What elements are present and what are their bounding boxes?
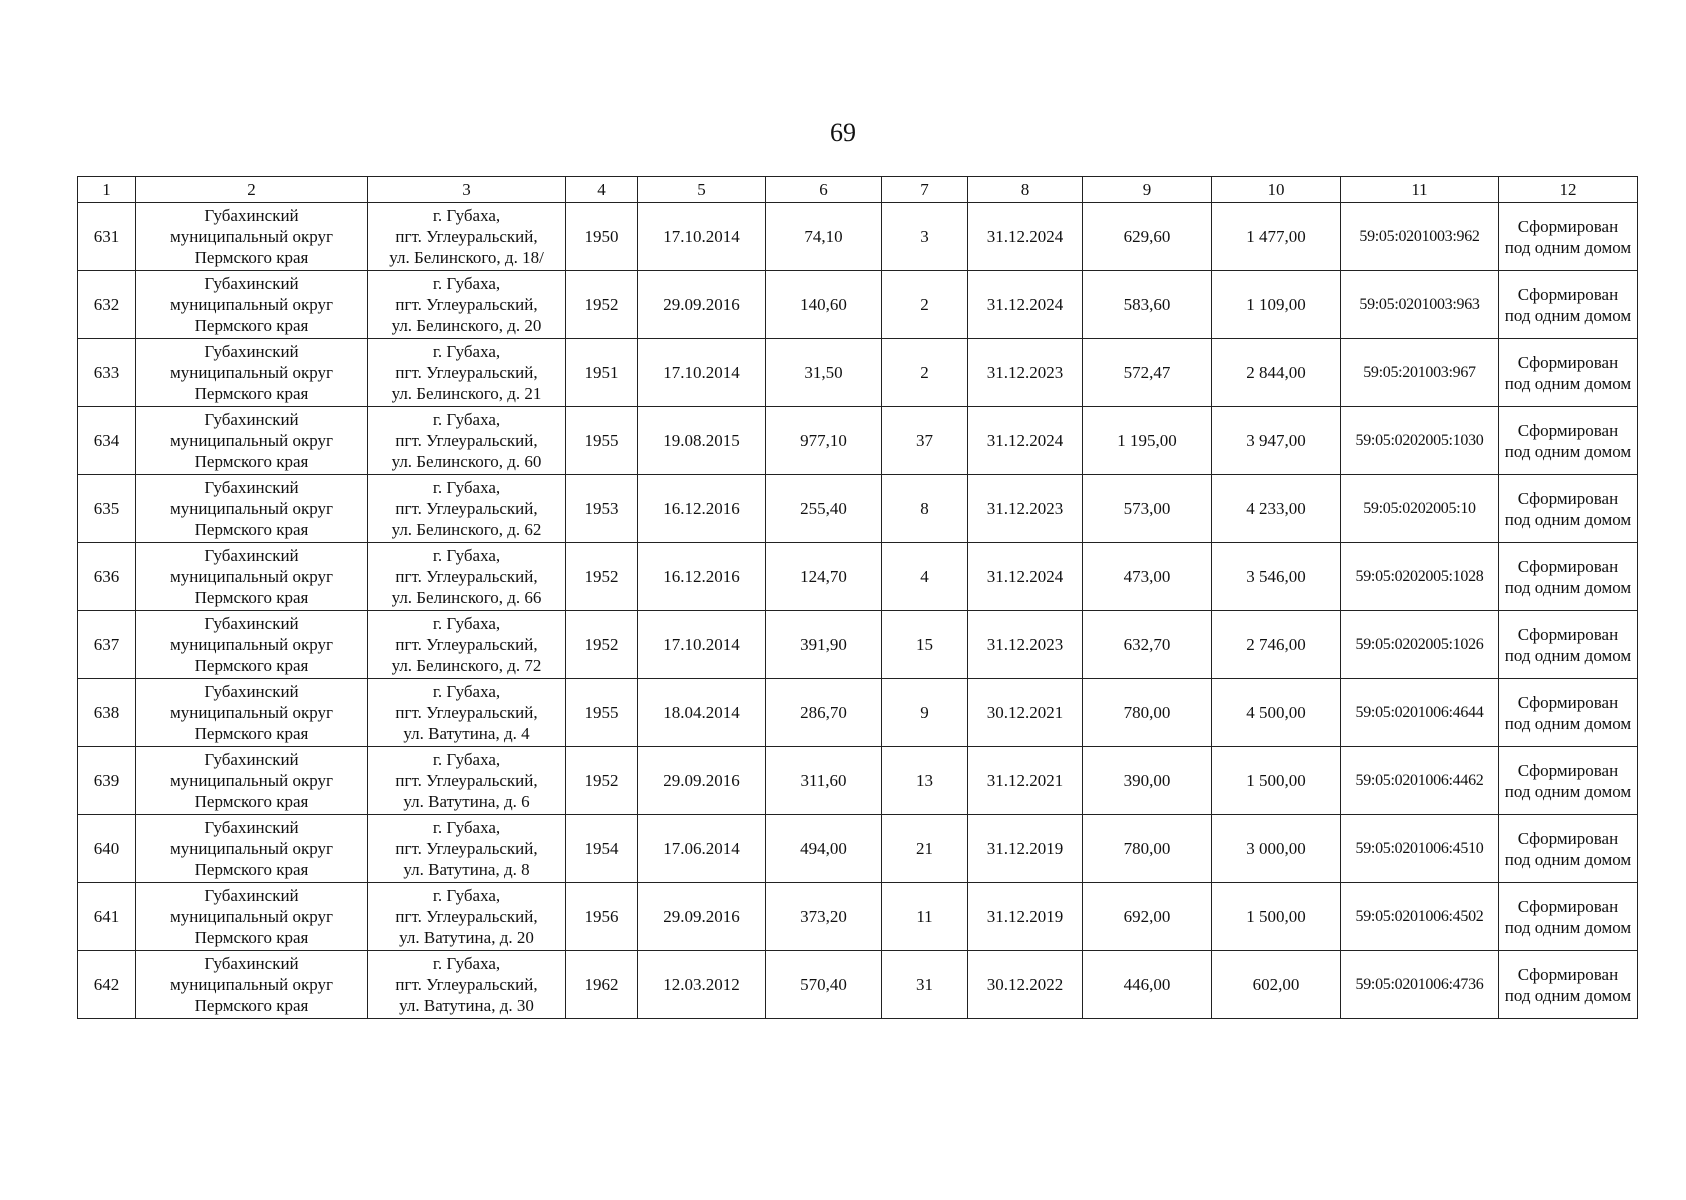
owner-cell bbox=[136, 543, 368, 611]
address-cell-line: пгт. Углеуральский, bbox=[395, 431, 538, 450]
table-row bbox=[78, 271, 1638, 339]
address-cell bbox=[368, 883, 566, 951]
address-cell-line: ул. Ватутина, д. 20 bbox=[399, 928, 534, 947]
row-number-cell: 635 bbox=[78, 475, 136, 543]
count-cell: 37 bbox=[882, 407, 968, 475]
area-cell: 373,20 bbox=[766, 883, 882, 951]
status-cell-line: под одним домом bbox=[1504, 577, 1632, 597]
cadastral-number-cell: 59:05:0201006:4510 bbox=[1341, 815, 1499, 883]
address-cell-line: пгт. Углеуральский, bbox=[395, 499, 538, 518]
column-header: 4 bbox=[566, 177, 638, 203]
status-cell-line: под одним домом bbox=[1504, 305, 1632, 325]
status-cell-line: Сформирован bbox=[1517, 556, 1619, 576]
column-9-cell: 583,60 bbox=[1083, 271, 1212, 339]
deadline-cell: 31.12.2023 bbox=[968, 611, 1083, 679]
column-9-cell: 446,00 bbox=[1083, 951, 1212, 1019]
column-header: 11 bbox=[1341, 177, 1499, 203]
owner-cell bbox=[136, 271, 368, 339]
address-cell-line: г. Губаха, bbox=[432, 886, 501, 905]
owner-cell-line: муниципальный округ bbox=[169, 907, 334, 926]
owner-cell bbox=[136, 203, 368, 271]
owner-cell-line: муниципальный округ bbox=[169, 499, 334, 518]
status-cell bbox=[1499, 407, 1638, 475]
status-cell bbox=[1499, 475, 1638, 543]
column-header: 6 bbox=[766, 177, 882, 203]
column-9-cell: 390,00 bbox=[1083, 747, 1212, 815]
column-9-cell: 572,47 bbox=[1083, 339, 1212, 407]
deadline-cell: 31.12.2024 bbox=[968, 203, 1083, 271]
owner-cell-line: Губахинский bbox=[204, 342, 299, 361]
address-cell-line: пгт. Углеуральский, bbox=[395, 635, 538, 654]
owner-cell-line: Пермского края bbox=[194, 520, 309, 539]
column-10-cell: 2 844,00 bbox=[1212, 339, 1341, 407]
status-cell-line: под одним домом bbox=[1504, 781, 1632, 801]
status-cell-line: под одним домом bbox=[1504, 985, 1632, 1005]
column-10-cell: 4 500,00 bbox=[1212, 679, 1341, 747]
owner-cell-line: муниципальный округ bbox=[169, 567, 334, 586]
address-cell-line: г. Губаха, bbox=[432, 614, 501, 633]
address-cell-line: пгт. Углеуральский, bbox=[395, 839, 538, 858]
deadline-cell: 31.12.2019 bbox=[968, 815, 1083, 883]
column-10-cell: 602,00 bbox=[1212, 951, 1341, 1019]
status-cell-line: Сформирован bbox=[1517, 420, 1619, 440]
count-cell: 9 bbox=[882, 679, 968, 747]
column-10-cell: 3 947,00 bbox=[1212, 407, 1341, 475]
deadline-cell: 31.12.2023 bbox=[968, 339, 1083, 407]
owner-cell-line: Пермского края bbox=[194, 452, 309, 471]
status-cell bbox=[1499, 679, 1638, 747]
owner-cell bbox=[136, 679, 368, 747]
date-cell: 16.12.2016 bbox=[638, 543, 766, 611]
area-cell: 255,40 bbox=[766, 475, 882, 543]
deadline-cell: 30.12.2021 bbox=[968, 679, 1083, 747]
cadastral-number-cell: 59:05:0202005:10 bbox=[1341, 475, 1499, 543]
address-cell bbox=[368, 815, 566, 883]
status-cell bbox=[1499, 271, 1638, 339]
owner-cell-line: Губахинский bbox=[204, 954, 299, 973]
table-row bbox=[78, 543, 1638, 611]
owner-cell bbox=[136, 951, 368, 1019]
date-cell: 12.03.2012 bbox=[638, 951, 766, 1019]
owner-cell bbox=[136, 339, 368, 407]
cadastral-number-cell: 59:05:0202005:1026 bbox=[1341, 611, 1499, 679]
address-cell-line: ул. Белинского, д. 60 bbox=[391, 452, 542, 471]
column-header: 8 bbox=[968, 177, 1083, 203]
column-10-cell: 1 500,00 bbox=[1212, 883, 1341, 951]
address-cell-line: г. Губаха, bbox=[432, 410, 501, 429]
address-cell bbox=[368, 747, 566, 815]
status-cell bbox=[1499, 203, 1638, 271]
cadastral-number-cell: 59:05:0201006:4644 bbox=[1341, 679, 1499, 747]
column-10-cell: 1 109,00 bbox=[1212, 271, 1341, 339]
owner-cell-line: Пермского края bbox=[194, 588, 309, 607]
row-number-cell: 632 bbox=[78, 271, 136, 339]
deadline-cell: 31.12.2023 bbox=[968, 475, 1083, 543]
date-cell: 17.06.2014 bbox=[638, 815, 766, 883]
date-cell: 19.08.2015 bbox=[638, 407, 766, 475]
owner-cell-line: Пермского края bbox=[194, 724, 309, 743]
column-9-cell: 473,00 bbox=[1083, 543, 1212, 611]
status-cell-line: Сформирован bbox=[1517, 692, 1619, 712]
address-cell-line: ул. Белинского, д. 66 bbox=[391, 588, 542, 607]
owner-cell-line: Пермского края bbox=[194, 996, 309, 1015]
owner-cell-line: муниципальный округ bbox=[169, 771, 334, 790]
count-cell: 31 bbox=[882, 951, 968, 1019]
table-body bbox=[78, 203, 1638, 1019]
row-number-cell: 633 bbox=[78, 339, 136, 407]
status-cell-line: Сформирован bbox=[1517, 964, 1619, 984]
date-cell: 17.10.2014 bbox=[638, 611, 766, 679]
status-cell-line: под одним домом bbox=[1504, 713, 1632, 733]
table-row bbox=[78, 679, 1638, 747]
address-cell bbox=[368, 407, 566, 475]
date-cell: 29.09.2016 bbox=[638, 271, 766, 339]
column-9-cell: 780,00 bbox=[1083, 679, 1212, 747]
owner-cell-line: Губахинский bbox=[204, 410, 299, 429]
address-cell bbox=[368, 203, 566, 271]
cadastral-number-cell: 59:05:201003:967 bbox=[1341, 339, 1499, 407]
owner-cell-line: муниципальный округ bbox=[169, 975, 334, 994]
area-cell: 74,10 bbox=[766, 203, 882, 271]
date-cell: 29.09.2016 bbox=[638, 883, 766, 951]
address-cell-line: г. Губаха, bbox=[432, 206, 501, 225]
table-row bbox=[78, 339, 1638, 407]
count-cell: 3 bbox=[882, 203, 968, 271]
column-10-cell: 4 233,00 bbox=[1212, 475, 1341, 543]
row-number-cell: 631 bbox=[78, 203, 136, 271]
year-cell: 1954 bbox=[566, 815, 638, 883]
row-number-cell: 636 bbox=[78, 543, 136, 611]
count-cell: 2 bbox=[882, 339, 968, 407]
status-cell bbox=[1499, 815, 1638, 883]
owner-cell-line: муниципальный округ bbox=[169, 295, 334, 314]
year-cell: 1953 bbox=[566, 475, 638, 543]
table-row bbox=[78, 747, 1638, 815]
status-cell-line: Сформирован bbox=[1517, 828, 1619, 848]
owner-cell-line: Губахинский bbox=[204, 546, 299, 565]
column-9-cell: 573,00 bbox=[1083, 475, 1212, 543]
status-cell-line: под одним домом bbox=[1504, 509, 1632, 529]
address-cell bbox=[368, 271, 566, 339]
area-cell: 570,40 bbox=[766, 951, 882, 1019]
column-header: 2 bbox=[136, 177, 368, 203]
status-cell bbox=[1499, 611, 1638, 679]
address-cell-line: г. Губаха, bbox=[432, 546, 501, 565]
registry-table bbox=[77, 176, 1638, 1019]
address-cell-line: ул. Белинского, д. 20 bbox=[391, 316, 542, 335]
area-cell: 391,90 bbox=[766, 611, 882, 679]
address-cell-line: г. Губаха, bbox=[432, 954, 501, 973]
owner-cell bbox=[136, 815, 368, 883]
address-cell bbox=[368, 339, 566, 407]
owner-cell-line: Губахинский bbox=[204, 478, 299, 497]
status-cell-line: под одним домом bbox=[1504, 237, 1632, 257]
column-header: 10 bbox=[1212, 177, 1341, 203]
address-cell-line: г. Губаха, bbox=[432, 478, 501, 497]
status-cell-line: под одним домом bbox=[1504, 441, 1632, 461]
owner-cell-line: муниципальный округ bbox=[169, 363, 334, 382]
column-9-cell: 1 195,00 bbox=[1083, 407, 1212, 475]
owner-cell-line: Пермского края bbox=[194, 792, 309, 811]
status-cell bbox=[1499, 883, 1638, 951]
status-cell-line: под одним домом bbox=[1504, 645, 1632, 665]
address-cell-line: пгт. Углеуральский, bbox=[395, 907, 538, 926]
status-cell-line: Сформирован bbox=[1517, 488, 1619, 508]
owner-cell-line: муниципальный округ bbox=[169, 227, 334, 246]
cadastral-number-cell: 59:05:0201006:4502 bbox=[1341, 883, 1499, 951]
address-cell bbox=[368, 475, 566, 543]
status-cell-line: под одним домом bbox=[1504, 849, 1632, 869]
table-row bbox=[78, 407, 1638, 475]
row-number-cell: 637 bbox=[78, 611, 136, 679]
cadastral-number-cell: 59:05:0201006:4736 bbox=[1341, 951, 1499, 1019]
row-number-cell: 639 bbox=[78, 747, 136, 815]
column-header: 5 bbox=[638, 177, 766, 203]
owner-cell-line: Пермского края bbox=[194, 316, 309, 335]
year-cell: 1950 bbox=[566, 203, 638, 271]
owner-cell-line: Губахинский bbox=[204, 818, 299, 837]
status-cell-line: Сформирован bbox=[1517, 216, 1619, 236]
address-cell-line: ул. Белинского, д. 72 bbox=[391, 656, 542, 675]
owner-cell-line: муниципальный округ bbox=[169, 431, 334, 450]
owner-cell-line: Пермского края bbox=[194, 928, 309, 947]
owner-cell-line: Пермского края bbox=[194, 656, 309, 675]
table-row bbox=[78, 883, 1638, 951]
cadastral-number-cell: 59:05:0202005:1028 bbox=[1341, 543, 1499, 611]
column-10-cell: 1 500,00 bbox=[1212, 747, 1341, 815]
area-cell: 977,10 bbox=[766, 407, 882, 475]
owner-cell-line: Губахинский bbox=[204, 206, 299, 225]
deadline-cell: 31.12.2019 bbox=[968, 883, 1083, 951]
owner-cell-line: Губахинский bbox=[204, 750, 299, 769]
owner-cell-line: Пермского края bbox=[194, 384, 309, 403]
address-cell-line: пгт. Углеуральский, bbox=[395, 295, 538, 314]
status-cell bbox=[1499, 747, 1638, 815]
owner-cell-line: муниципальный округ bbox=[169, 635, 334, 654]
year-cell: 1951 bbox=[566, 339, 638, 407]
cadastral-number-cell: 59:05:0201003:963 bbox=[1341, 271, 1499, 339]
address-cell-line: г. Губаха, bbox=[432, 750, 501, 769]
address-cell-line: ул. Ватутина, д. 6 bbox=[403, 792, 530, 811]
cadastral-number-cell: 59:05:0201003:962 bbox=[1341, 203, 1499, 271]
count-cell: 4 bbox=[882, 543, 968, 611]
status-cell-line: Сформирован bbox=[1517, 352, 1619, 372]
date-cell: 29.09.2016 bbox=[638, 747, 766, 815]
address-cell-line: пгт. Углеуральский, bbox=[395, 771, 538, 790]
row-number-cell: 642 bbox=[78, 951, 136, 1019]
address-cell-line: г. Губаха, bbox=[432, 274, 501, 293]
year-cell: 1962 bbox=[566, 951, 638, 1019]
table-row bbox=[78, 203, 1638, 271]
count-cell: 2 bbox=[882, 271, 968, 339]
row-number-cell: 638 bbox=[78, 679, 136, 747]
status-cell-line: под одним домом bbox=[1504, 373, 1632, 393]
address-cell bbox=[368, 611, 566, 679]
deadline-cell: 31.12.2021 bbox=[968, 747, 1083, 815]
address-cell-line: пгт. Углеуральский, bbox=[395, 227, 538, 246]
area-cell: 286,70 bbox=[766, 679, 882, 747]
owner-cell-line: Губахинский bbox=[204, 274, 299, 293]
area-cell: 311,60 bbox=[766, 747, 882, 815]
owner-cell bbox=[136, 883, 368, 951]
deadline-cell: 31.12.2024 bbox=[968, 407, 1083, 475]
address-cell bbox=[368, 951, 566, 1019]
status-cell bbox=[1499, 543, 1638, 611]
row-number-cell: 641 bbox=[78, 883, 136, 951]
date-cell: 18.04.2014 bbox=[638, 679, 766, 747]
year-cell: 1955 bbox=[566, 407, 638, 475]
column-9-cell: 780,00 bbox=[1083, 815, 1212, 883]
status-cell bbox=[1499, 951, 1638, 1019]
count-cell: 11 bbox=[882, 883, 968, 951]
status-cell-line: Сформирован bbox=[1517, 760, 1619, 780]
count-cell: 13 bbox=[882, 747, 968, 815]
year-cell: 1956 bbox=[566, 883, 638, 951]
status-cell bbox=[1499, 339, 1638, 407]
column-10-cell: 1 477,00 bbox=[1212, 203, 1341, 271]
owner-cell bbox=[136, 407, 368, 475]
address-cell-line: пгт. Углеуральский, bbox=[395, 363, 538, 382]
year-cell: 1952 bbox=[566, 271, 638, 339]
address-cell-line: г. Губаха, bbox=[432, 818, 501, 837]
column-10-cell: 3 000,00 bbox=[1212, 815, 1341, 883]
column-10-cell: 2 746,00 bbox=[1212, 611, 1341, 679]
address-cell-line: пгт. Углеуральский, bbox=[395, 703, 538, 722]
date-cell: 16.12.2016 bbox=[638, 475, 766, 543]
owner-cell bbox=[136, 611, 368, 679]
status-cell-line: Сформирован bbox=[1517, 284, 1619, 304]
header-row bbox=[78, 177, 1638, 203]
area-cell: 494,00 bbox=[766, 815, 882, 883]
row-number-cell: 640 bbox=[78, 815, 136, 883]
year-cell: 1952 bbox=[566, 747, 638, 815]
owner-cell bbox=[136, 475, 368, 543]
date-cell: 17.10.2014 bbox=[638, 339, 766, 407]
page-number: 69 bbox=[830, 118, 856, 147]
area-cell: 140,60 bbox=[766, 271, 882, 339]
area-cell: 31,50 bbox=[766, 339, 882, 407]
count-cell: 8 bbox=[882, 475, 968, 543]
area-cell: 124,70 bbox=[766, 543, 882, 611]
owner-cell-line: Губахинский bbox=[204, 682, 299, 701]
deadline-cell: 31.12.2024 bbox=[968, 271, 1083, 339]
count-cell: 15 bbox=[882, 611, 968, 679]
year-cell: 1955 bbox=[566, 679, 638, 747]
owner-cell-line: муниципальный округ bbox=[169, 839, 334, 858]
column-9-cell: 629,60 bbox=[1083, 203, 1212, 271]
address-cell-line: ул. Ватутина, д. 4 bbox=[403, 724, 530, 743]
row-number-cell: 634 bbox=[78, 407, 136, 475]
address-cell-line: ул. Белинского, д. 18/ bbox=[389, 248, 544, 267]
owner-cell-line: Губахинский bbox=[204, 886, 299, 905]
table-row bbox=[78, 951, 1638, 1019]
column-header: 1 bbox=[78, 177, 136, 203]
address-cell-line: г. Губаха, bbox=[432, 342, 501, 361]
cadastral-number-cell: 59:05:0201006:4462 bbox=[1341, 747, 1499, 815]
address-cell-line: ул. Белинского, д. 21 bbox=[391, 384, 542, 403]
status-cell-line: Сформирован bbox=[1517, 896, 1619, 916]
column-10-cell: 3 546,00 bbox=[1212, 543, 1341, 611]
column-header: 12 bbox=[1499, 177, 1638, 203]
address-cell-line: пгт. Углеуральский, bbox=[395, 567, 538, 586]
table-row bbox=[78, 815, 1638, 883]
column-header: 3 bbox=[368, 177, 566, 203]
address-cell-line: г. Губаха, bbox=[432, 682, 501, 701]
owner-cell-line: Пермского края bbox=[194, 248, 309, 267]
column-9-cell: 632,70 bbox=[1083, 611, 1212, 679]
address-cell-line: ул. Белинского, д. 62 bbox=[391, 520, 542, 539]
date-cell: 17.10.2014 bbox=[638, 203, 766, 271]
deadline-cell: 30.12.2022 bbox=[968, 951, 1083, 1019]
table-row bbox=[78, 475, 1638, 543]
status-cell-line: под одним домом bbox=[1504, 917, 1632, 937]
address-cell-line: ул. Ватутина, д. 8 bbox=[403, 860, 530, 879]
address-cell-line: ул. Ватутина, д. 30 bbox=[399, 996, 534, 1015]
owner-cell-line: Губахинский bbox=[204, 614, 299, 633]
cadastral-number-cell: 59:05:0202005:1030 bbox=[1341, 407, 1499, 475]
address-cell bbox=[368, 543, 566, 611]
address-cell-line: пгт. Углеуральский, bbox=[395, 975, 538, 994]
year-cell: 1952 bbox=[566, 611, 638, 679]
column-header: 9 bbox=[1083, 177, 1212, 203]
owner-cell-line: Пермского края bbox=[194, 860, 309, 879]
year-cell: 1952 bbox=[566, 543, 638, 611]
count-cell: 21 bbox=[882, 815, 968, 883]
owner-cell bbox=[136, 747, 368, 815]
column-9-cell: 692,00 bbox=[1083, 883, 1212, 951]
table-row bbox=[78, 611, 1638, 679]
address-cell bbox=[368, 679, 566, 747]
deadline-cell: 31.12.2024 bbox=[968, 543, 1083, 611]
owner-cell-line: муниципальный округ bbox=[169, 703, 334, 722]
status-cell-line: Сформирован bbox=[1517, 624, 1619, 644]
column-header: 7 bbox=[882, 177, 968, 203]
